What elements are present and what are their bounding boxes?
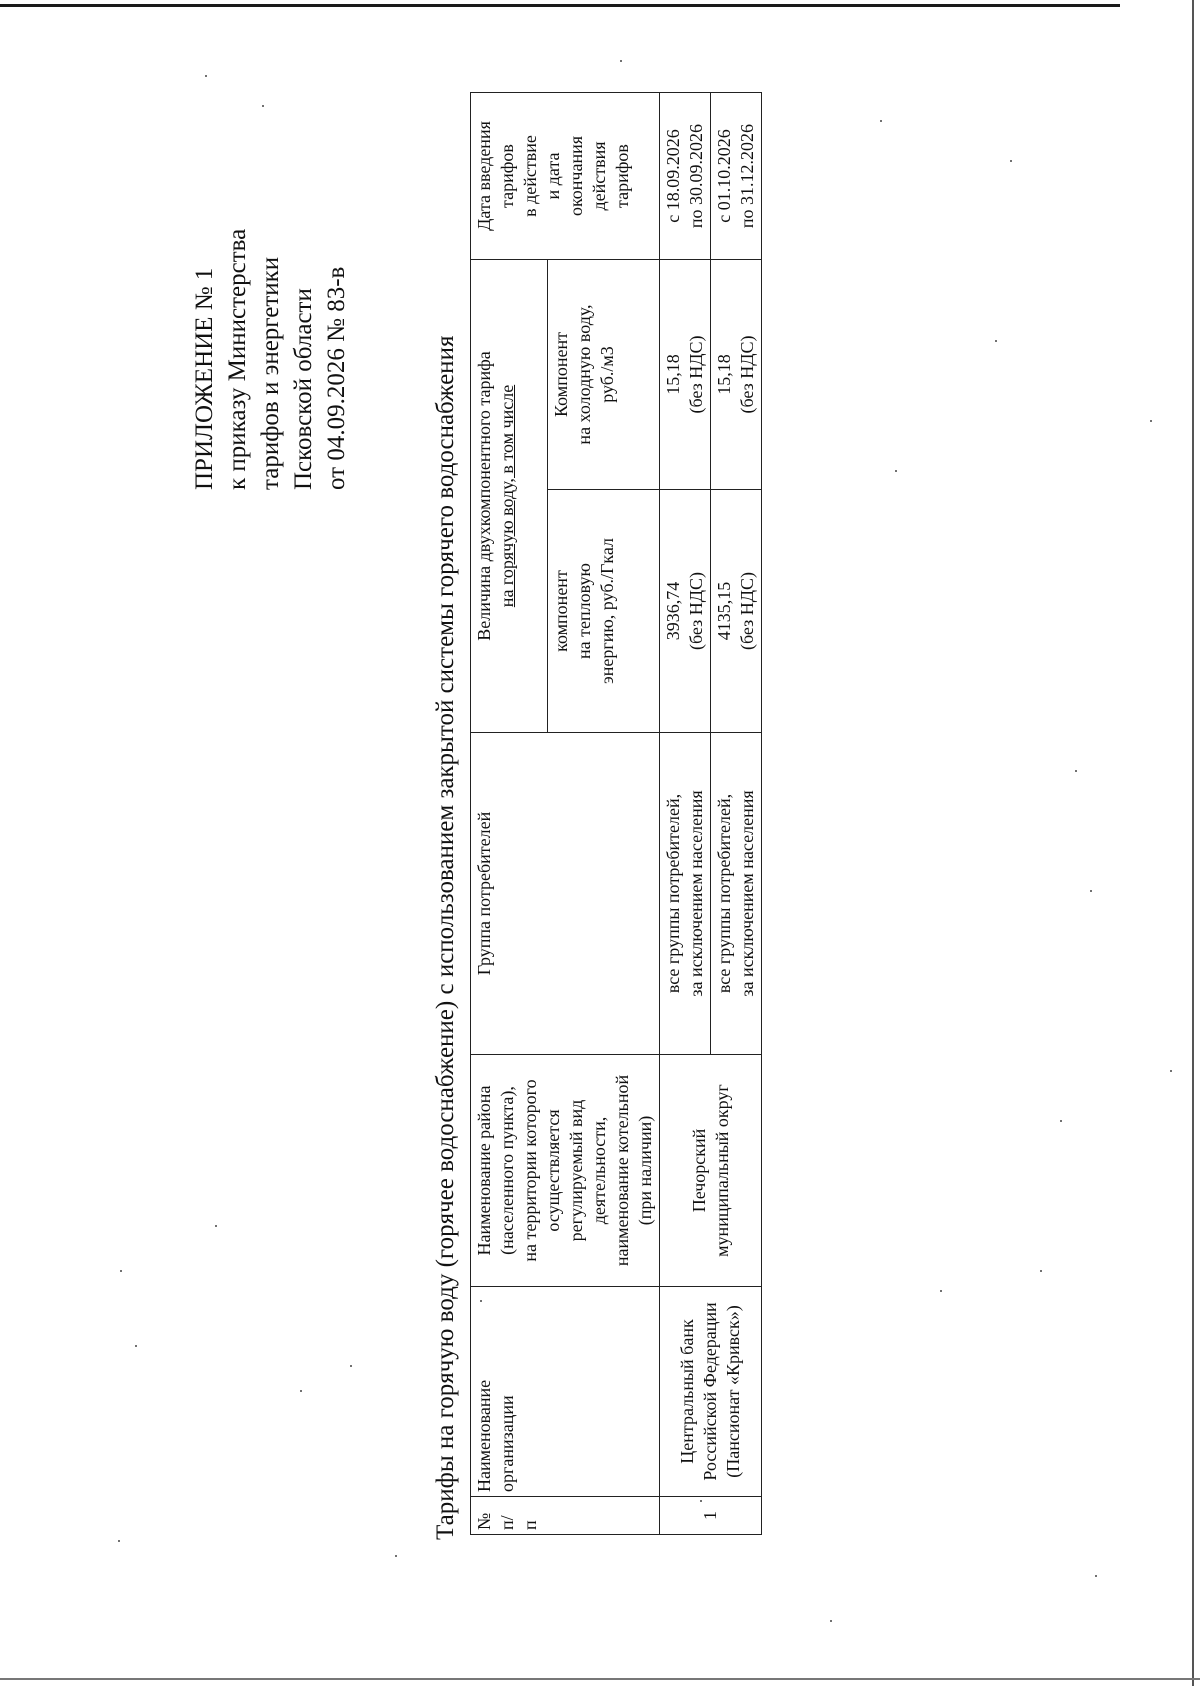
- cell-heat-value: 4135,15: [714, 581, 734, 641]
- cell-heat: [660, 490, 711, 733]
- appendix-line: Псковской области: [290, 288, 317, 490]
- cell-dates: с 18.09.2026 по 30.09.2026: [660, 93, 711, 260]
- col-header-dates: Дата введения тарифов в действие и дата окончания действия тарифов: [471, 93, 660, 260]
- cell-group: все группы потребителей, за исключением населения: [660, 733, 711, 1055]
- col-header-cold: Компонент на холодную воду, руб./м3: [548, 260, 660, 490]
- cell-heat-value: 3936,74: [663, 581, 683, 641]
- cell-cold: [711, 260, 762, 490]
- cell-org: Центральный банк Российской Федерации (Пансионат «Кривск»): [660, 1287, 762, 1497]
- cell-cold-note: (без НДС): [686, 335, 706, 414]
- col-header-tariff: [471, 260, 548, 733]
- col-header-tariff-line1: Величина двухкомпонентного тарифа: [474, 351, 494, 641]
- col-header-district: Наименование района (населенного пункта), на территории которого осуществляется регулируемый вид деятельности, наименование котельной (при наличии): [471, 1055, 660, 1287]
- col-header-group: Группа потребителей: [471, 733, 660, 1055]
- tariff-table: [470, 92, 762, 1535]
- col-header-org: Наименование организации: [471, 1287, 660, 1497]
- cell-cold-note: (без НДС): [737, 335, 757, 414]
- scan-speck: [1170, 1070, 1172, 1072]
- cell-dates: с 01.10.2026 по 31.12.2026: [711, 93, 762, 260]
- table-row: [660, 93, 711, 1535]
- cell-district: Печорский муниципальный округ: [660, 1055, 762, 1287]
- cell-group: все группы потребителей, за исключением населения: [711, 733, 762, 1055]
- scan-speck: [1150, 420, 1152, 422]
- scan-bottom-edge: [0, 1678, 1200, 1680]
- appendix-block: [188, 130, 353, 490]
- cell-heat-note: (без НДС): [686, 572, 706, 651]
- cell-cold-value: 15,18: [714, 354, 734, 395]
- col-header-tariff-line2: на горячую воду, в том числе: [497, 384, 517, 608]
- table-header-row: [471, 93, 548, 1535]
- col-header-num: № п/ п: [471, 1497, 660, 1535]
- appendix-line: тарифов и энергетики: [257, 256, 284, 490]
- appendix-title: ПРИЛОЖЕНИЕ № 1: [191, 267, 218, 490]
- appendix-line: к приказу Министерства: [224, 228, 251, 490]
- document-title: Тарифы на горячую воду (горячее водоснабжение) с использованием закрытой системы горячего водоснабжения: [432, 335, 459, 1540]
- cell-cold-value: 15,18: [663, 354, 683, 395]
- scan-top-edge: [0, 4, 1120, 7]
- document-page: [0, 40, 1120, 1640]
- appendix-order-date: от 04.09.2026 № 83-в: [323, 266, 350, 490]
- cell-heat-note: (без НДС): [737, 572, 757, 651]
- col-header-heat: компонент на тепловую энергию, руб./Гкал: [548, 490, 660, 733]
- cell-num: 1: [660, 1497, 762, 1535]
- cell-cold: [660, 260, 711, 490]
- scan-right-edge: [1192, 0, 1194, 1686]
- cell-heat: [711, 490, 762, 733]
